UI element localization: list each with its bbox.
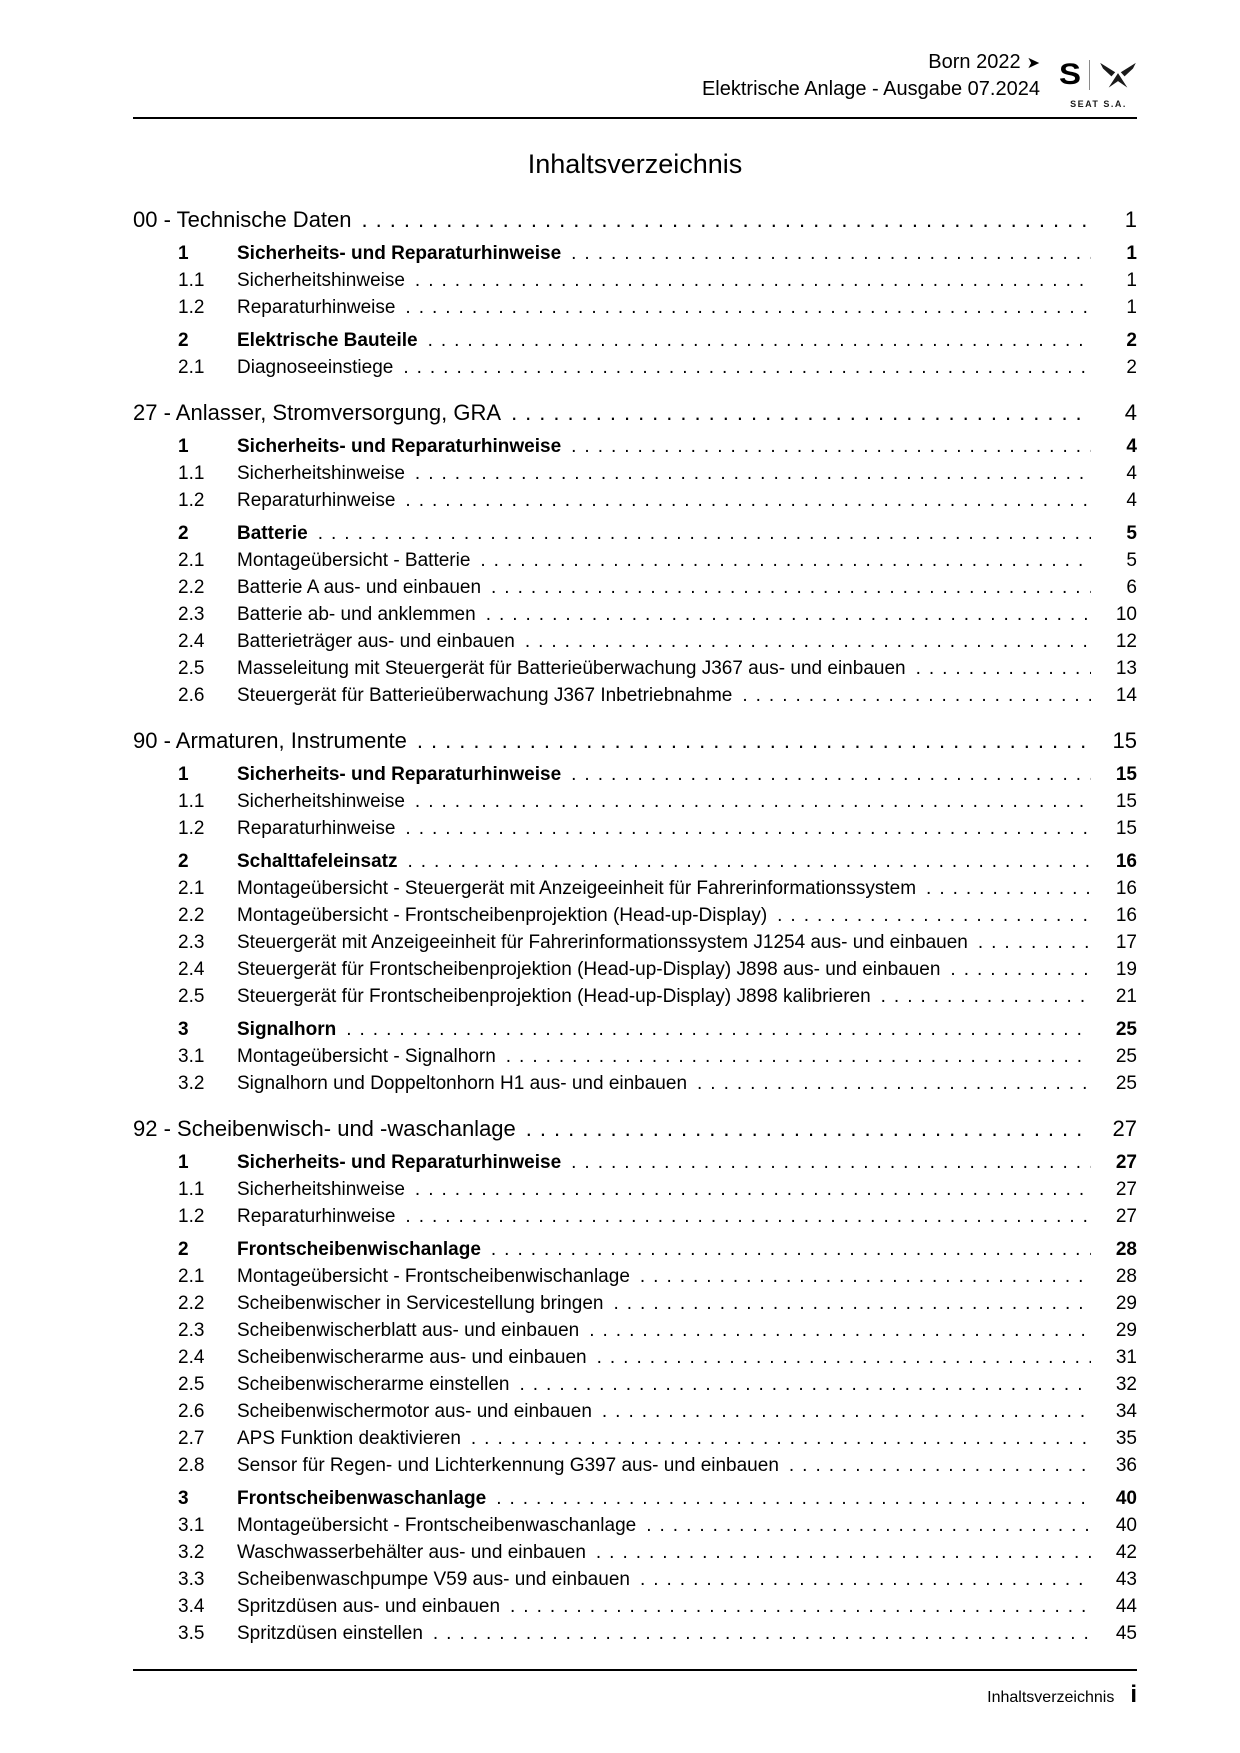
toc-item-row[interactable] bbox=[133, 487, 1137, 514]
brand-block bbox=[1060, 58, 1137, 109]
page-title: Inhaltsverzeichnis bbox=[527, 149, 743, 179]
toc-item-row[interactable] bbox=[133, 1620, 1137, 1647]
toc-item-row[interactable] bbox=[133, 574, 1137, 601]
item-page-number: 19 bbox=[1115, 959, 1137, 980]
page-header bbox=[133, 50, 1137, 109]
item-page-number: 15 bbox=[1115, 791, 1137, 812]
footer-label: Inhaltsverzeichnis bbox=[987, 1689, 1115, 1706]
item-page-number: 36 bbox=[1115, 1455, 1137, 1476]
item-number: 2.1 bbox=[178, 357, 205, 378]
item-number: 2.2 bbox=[178, 905, 205, 926]
item-number: 3 bbox=[178, 1488, 189, 1509]
item-page-number: 1 bbox=[1126, 243, 1137, 264]
item-title: Steuergerät mit Anzeigeeinheit für Fahrerinformationssystem J1254 aus- und einbauen bbox=[237, 932, 968, 953]
item-title: Reparaturhinweise bbox=[237, 490, 396, 511]
dot-leader bbox=[742, 682, 1091, 709]
dot-leader bbox=[526, 1115, 1091, 1143]
item-title: Sicherheitshinweise bbox=[237, 791, 405, 812]
item-number: 3.5 bbox=[178, 1623, 205, 1644]
item-page-number: 29 bbox=[1115, 1320, 1137, 1341]
toc-item-row[interactable] bbox=[133, 848, 1137, 875]
dot-leader bbox=[640, 1263, 1091, 1290]
item-page-number: 10 bbox=[1115, 604, 1137, 625]
dot-leader bbox=[789, 1452, 1091, 1479]
item-page-number: 17 bbox=[1115, 932, 1137, 953]
toc-item-row[interactable] bbox=[133, 902, 1137, 929]
toc-item-row[interactable] bbox=[133, 1452, 1137, 1479]
logo-divider bbox=[1089, 60, 1090, 90]
item-number: 2.3 bbox=[178, 932, 205, 953]
toc-item-row[interactable] bbox=[133, 267, 1137, 294]
dot-leader bbox=[491, 1236, 1091, 1263]
dot-leader bbox=[405, 487, 1091, 514]
item-title: Batterie bbox=[237, 523, 308, 544]
item-title: Batterieträger aus- und einbauen bbox=[237, 631, 515, 652]
item-title: Montageübersicht - Batterie bbox=[237, 550, 471, 571]
toc-item-row[interactable] bbox=[133, 628, 1137, 655]
item-title: Steuergerät für Frontscheibenprojektion (Head-up-Display) J898 aus- und einbauen bbox=[237, 959, 941, 980]
item-number: 2.2 bbox=[178, 577, 205, 598]
item-number: 1.2 bbox=[178, 490, 205, 511]
item-page-number: 15 bbox=[1115, 764, 1137, 785]
table-of-contents bbox=[133, 206, 1137, 1647]
dot-leader bbox=[978, 929, 1091, 956]
item-number: 2.4 bbox=[178, 1347, 205, 1368]
dot-leader bbox=[646, 1512, 1091, 1539]
item-page-number: 6 bbox=[1126, 577, 1137, 598]
item-number: 2.4 bbox=[178, 959, 205, 980]
dot-leader bbox=[362, 206, 1091, 234]
dot-leader bbox=[510, 1593, 1091, 1620]
dot-leader bbox=[511, 399, 1091, 427]
item-title: Masseleitung mit Steuergerät für Batterieüberwachung J367 aus- und einbauen bbox=[237, 658, 906, 679]
dot-leader bbox=[405, 294, 1091, 321]
item-page-number: 29 bbox=[1115, 1293, 1137, 1314]
chapter-label: 00 - Technische Daten bbox=[133, 207, 352, 232]
item-page-number: 5 bbox=[1126, 523, 1137, 544]
dot-leader bbox=[597, 1344, 1091, 1371]
item-number: 2.2 bbox=[178, 1293, 205, 1314]
item-page-number: 2 bbox=[1126, 330, 1137, 351]
header-model-line bbox=[702, 50, 1040, 76]
dot-leader bbox=[405, 815, 1091, 842]
chapter-page-number: 1 bbox=[1124, 207, 1137, 232]
item-page-number: 25 bbox=[1115, 1046, 1137, 1067]
toc-item-row[interactable] bbox=[133, 1263, 1137, 1290]
item-number: 1 bbox=[178, 764, 189, 785]
item-title: Reparaturhinweise bbox=[237, 1206, 396, 1227]
seat-logo: S bbox=[1058, 58, 1082, 91]
brand-caption: SEAT S.A. bbox=[1070, 99, 1127, 109]
toc-item-row[interactable] bbox=[133, 1485, 1137, 1512]
item-number: 2.3 bbox=[178, 1320, 205, 1341]
chapter-label: 92 - Scheibenwisch- und -waschanlage bbox=[133, 1116, 516, 1141]
item-title: Schalttafeleinsatz bbox=[237, 851, 398, 872]
item-title: Reparaturhinweise bbox=[237, 297, 396, 318]
dot-leader bbox=[405, 1203, 1091, 1230]
toc-chapter-row[interactable] bbox=[133, 399, 1137, 427]
toc-item-row[interactable] bbox=[133, 1398, 1137, 1425]
dot-leader bbox=[589, 1317, 1091, 1344]
toc-item-row[interactable] bbox=[133, 1290, 1137, 1317]
item-page-number: 4 bbox=[1126, 436, 1137, 457]
dot-leader bbox=[777, 902, 1091, 929]
toc-item-row[interactable] bbox=[133, 788, 1137, 815]
dot-leader bbox=[486, 601, 1091, 628]
item-title: Sicherheitshinweise bbox=[237, 270, 405, 291]
header-rule bbox=[133, 117, 1137, 119]
footer-page-number: i bbox=[1130, 1681, 1137, 1708]
item-number: 2.3 bbox=[178, 604, 205, 625]
item-title: Sicherheits- und Reparaturhinweise bbox=[237, 243, 562, 264]
item-number: 3.4 bbox=[178, 1596, 205, 1617]
dot-leader bbox=[640, 1566, 1091, 1593]
item-page-number: 43 bbox=[1115, 1569, 1137, 1590]
toc-item-row[interactable] bbox=[133, 1070, 1137, 1097]
item-number: 3.2 bbox=[178, 1073, 205, 1094]
item-number: 2 bbox=[178, 330, 189, 351]
header-model: Born 2022 bbox=[928, 51, 1021, 73]
toc-item-row[interactable] bbox=[133, 1344, 1137, 1371]
dot-leader bbox=[506, 1043, 1091, 1070]
item-page-number: 34 bbox=[1115, 1401, 1137, 1422]
item-title: Montageübersicht - Frontscheibenwaschanlage bbox=[237, 1515, 637, 1536]
toc-item-row[interactable] bbox=[133, 1043, 1137, 1070]
toc-chapter-row[interactable] bbox=[133, 206, 1137, 234]
toc-item-row[interactable] bbox=[133, 929, 1137, 956]
item-page-number: 27 bbox=[1115, 1206, 1137, 1227]
item-title: Spritzdüsen aus- und einbauen bbox=[237, 1596, 501, 1617]
item-number: 2.5 bbox=[178, 658, 205, 679]
item-title: Sicherheitshinweise bbox=[237, 1179, 405, 1200]
item-number: 2.1 bbox=[178, 550, 205, 571]
toc-item-row[interactable] bbox=[133, 1176, 1137, 1203]
item-page-number: 28 bbox=[1115, 1239, 1137, 1260]
item-page-number: 44 bbox=[1115, 1596, 1137, 1617]
toc-item-row[interactable] bbox=[133, 433, 1137, 460]
toc-item-row[interactable] bbox=[133, 655, 1137, 682]
header-text bbox=[702, 50, 1040, 102]
item-title: Scheibenwischerarme aus- und einbauen bbox=[237, 1347, 587, 1368]
item-number: 2 bbox=[178, 851, 189, 872]
dot-leader bbox=[697, 1070, 1091, 1097]
item-number: 3.3 bbox=[178, 1569, 205, 1590]
toc-item-row[interactable] bbox=[133, 240, 1137, 267]
item-number: 2.4 bbox=[178, 631, 205, 652]
toc-item-row[interactable] bbox=[133, 815, 1137, 842]
toc-item-row[interactable] bbox=[133, 460, 1137, 487]
toc-item-row[interactable] bbox=[133, 294, 1137, 321]
chapter-label: 27 - Anlasser, Stromversorgung, GRA bbox=[133, 400, 502, 425]
item-number: 3.1 bbox=[178, 1515, 205, 1536]
item-page-number: 4 bbox=[1126, 463, 1137, 484]
dot-leader bbox=[428, 327, 1091, 354]
item-page-number: 25 bbox=[1115, 1019, 1137, 1040]
toc-item-row[interactable] bbox=[133, 1317, 1137, 1344]
item-number: 1 bbox=[178, 243, 189, 264]
toc-item-row[interactable] bbox=[133, 1425, 1137, 1452]
item-title: Spritzdüsen einstellen bbox=[237, 1623, 423, 1644]
item-page-number: 12 bbox=[1115, 631, 1137, 652]
dot-leader bbox=[496, 1485, 1091, 1512]
item-number: 1.2 bbox=[178, 818, 205, 839]
dot-leader bbox=[471, 1425, 1091, 1452]
toc-item-row[interactable] bbox=[133, 1566, 1137, 1593]
toc-item-row[interactable] bbox=[133, 327, 1137, 354]
item-number: 1.2 bbox=[178, 1206, 205, 1227]
item-page-number: 35 bbox=[1115, 1428, 1137, 1449]
dot-leader bbox=[571, 433, 1091, 460]
item-page-number: 16 bbox=[1115, 905, 1137, 926]
item-title: Waschwasserbehälter aus- und einbauen bbox=[237, 1542, 586, 1563]
item-title: Montageübersicht - Steuergerät mit Anzeigeeinheit für Fahrerinformationssystem bbox=[237, 878, 917, 899]
dot-leader bbox=[602, 1398, 1091, 1425]
item-title: Scheibenwischerblatt aus- und einbauen bbox=[237, 1320, 580, 1341]
item-number: 1.2 bbox=[178, 297, 205, 318]
item-title: Scheibenwischer in Servicestellung bringen bbox=[237, 1293, 604, 1314]
page-footer bbox=[133, 1671, 1137, 1709]
item-number: 2.1 bbox=[178, 878, 205, 899]
dot-leader bbox=[408, 848, 1092, 875]
item-number: 1.1 bbox=[178, 463, 205, 484]
dot-leader bbox=[346, 1016, 1091, 1043]
item-title: Scheibenwischermotor aus- und einbauen bbox=[237, 1401, 592, 1422]
dot-leader bbox=[417, 727, 1091, 755]
item-number: 1.1 bbox=[178, 791, 205, 812]
item-page-number: 5 bbox=[1126, 550, 1137, 571]
dot-leader bbox=[433, 1620, 1091, 1647]
dot-leader bbox=[415, 1176, 1091, 1203]
item-number: 2.5 bbox=[178, 1374, 205, 1395]
dot-leader bbox=[491, 574, 1091, 601]
toc-item-row[interactable] bbox=[133, 520, 1137, 547]
item-page-number: 27 bbox=[1115, 1152, 1137, 1173]
item-number: 2 bbox=[178, 1239, 189, 1260]
dot-leader bbox=[415, 460, 1091, 487]
item-title: Sicherheits- und Reparaturhinweise bbox=[237, 1152, 562, 1173]
item-page-number: 15 bbox=[1115, 818, 1137, 839]
item-number: 2.5 bbox=[178, 986, 205, 1007]
item-page-number: 27 bbox=[1115, 1179, 1137, 1200]
toc-item-row[interactable] bbox=[133, 761, 1137, 788]
item-title: Steuergerät für Frontscheibenprojektion (Head-up-Display) J898 kalibrieren bbox=[237, 986, 871, 1007]
item-number: 3.2 bbox=[178, 1542, 205, 1563]
chapter-page-number: 4 bbox=[1124, 400, 1137, 425]
toc-item-row[interactable] bbox=[133, 1512, 1137, 1539]
toc-item-row[interactable] bbox=[133, 956, 1137, 983]
item-page-number: 21 bbox=[1115, 986, 1137, 1007]
item-title: Sensor für Regen- und Lichterkennung G397 aus- und einbauen bbox=[237, 1455, 779, 1476]
dot-leader bbox=[519, 1371, 1091, 1398]
item-page-number: 28 bbox=[1115, 1266, 1137, 1287]
item-page-number: 40 bbox=[1115, 1515, 1137, 1536]
item-title: Sicherheits- und Reparaturhinweise bbox=[237, 764, 562, 785]
item-number: 3.1 bbox=[178, 1046, 205, 1067]
dot-leader bbox=[881, 983, 1091, 1010]
item-number: 1 bbox=[178, 436, 189, 457]
item-title: Montageübersicht - Signalhorn bbox=[237, 1046, 496, 1067]
chapter-page-number: 15 bbox=[1112, 728, 1137, 753]
item-title: Scheibenwaschpumpe V59 aus- und einbauen bbox=[237, 1569, 630, 1590]
item-page-number: 45 bbox=[1115, 1623, 1137, 1644]
brand-logos bbox=[1060, 58, 1137, 92]
item-number: 2.6 bbox=[178, 685, 205, 706]
toc-item-row[interactable] bbox=[133, 1539, 1137, 1566]
item-number: 2.8 bbox=[178, 1455, 205, 1476]
item-page-number: 40 bbox=[1115, 1488, 1137, 1509]
dot-leader bbox=[571, 240, 1091, 267]
toc-chapter-row[interactable] bbox=[133, 727, 1137, 755]
item-title: Batterie A aus- und einbauen bbox=[237, 577, 482, 598]
item-page-number: 25 bbox=[1115, 1073, 1137, 1094]
chapter-page-number: 27 bbox=[1112, 1116, 1137, 1141]
item-title: Frontscheibenwischanlage bbox=[237, 1239, 481, 1260]
dot-leader bbox=[916, 655, 1091, 682]
item-title: Frontscheibenwaschanlage bbox=[237, 1488, 487, 1509]
item-title: Elektrische Bauteile bbox=[237, 330, 418, 351]
item-number: 1.1 bbox=[178, 270, 205, 291]
item-title: Sicherheits- und Reparaturhinweise bbox=[237, 436, 562, 457]
dot-leader bbox=[596, 1539, 1091, 1566]
dot-leader bbox=[613, 1290, 1091, 1317]
item-page-number: 2 bbox=[1126, 357, 1137, 378]
toc-item-row[interactable] bbox=[133, 601, 1137, 628]
item-page-number: 42 bbox=[1115, 1542, 1137, 1563]
dot-leader bbox=[318, 520, 1091, 547]
toc-item-row[interactable] bbox=[133, 983, 1137, 1010]
cupra-logo bbox=[1099, 60, 1137, 90]
item-title: Montageübersicht - Frontscheibenprojektion (Head-up-Display) bbox=[237, 905, 768, 926]
item-number: 2.6 bbox=[178, 1401, 205, 1422]
toc-item-row[interactable] bbox=[133, 354, 1137, 381]
item-number: 2 bbox=[178, 523, 189, 544]
item-title: Scheibenwischerarme einstellen bbox=[237, 1374, 510, 1395]
item-page-number: 16 bbox=[1115, 878, 1137, 899]
toc-item-row[interactable] bbox=[133, 1236, 1137, 1263]
item-number: 1 bbox=[178, 1152, 189, 1173]
dot-leader bbox=[571, 1149, 1091, 1176]
dot-leader bbox=[950, 956, 1091, 983]
item-number: 3 bbox=[178, 1019, 189, 1040]
item-number: 1.1 bbox=[178, 1179, 205, 1200]
forward-arrow-icon: ➤ bbox=[1026, 55, 1040, 72]
dot-leader bbox=[926, 875, 1091, 902]
header-subtitle: Elektrische Anlage - Ausgabe 07.2024 bbox=[701, 78, 1040, 100]
item-page-number: 13 bbox=[1115, 658, 1137, 679]
item-page-number: 4 bbox=[1126, 490, 1137, 511]
item-title: Signalhorn und Doppeltonhorn H1 aus- und einbauen bbox=[237, 1073, 688, 1094]
toc-item-row[interactable] bbox=[133, 1149, 1137, 1176]
dot-leader bbox=[415, 267, 1091, 294]
chapter-label: 90 - Armaturen, Instrumente bbox=[133, 728, 407, 753]
dot-leader bbox=[571, 761, 1091, 788]
item-title: Signalhorn bbox=[237, 1019, 337, 1040]
item-page-number: 14 bbox=[1115, 685, 1137, 706]
toc-item-row[interactable] bbox=[133, 682, 1137, 709]
toc-item-row[interactable] bbox=[133, 1203, 1137, 1230]
item-title: Reparaturhinweise bbox=[237, 818, 396, 839]
dot-leader bbox=[415, 788, 1091, 815]
dot-leader bbox=[403, 354, 1091, 381]
item-number: 2.1 bbox=[178, 1266, 205, 1287]
toc-item-row[interactable] bbox=[133, 547, 1137, 574]
toc-item-row[interactable] bbox=[133, 1371, 1137, 1398]
item-page-number: 16 bbox=[1115, 851, 1137, 872]
item-title: Montageübersicht - Frontscheibenwischanlage bbox=[237, 1266, 630, 1287]
toc-chapter-row[interactable] bbox=[133, 1115, 1137, 1143]
item-title: Sicherheitshinweise bbox=[237, 463, 405, 484]
item-page-number: 1 bbox=[1126, 270, 1137, 291]
item-page-number: 31 bbox=[1115, 1347, 1137, 1368]
item-page-number: 32 bbox=[1115, 1374, 1137, 1395]
item-title: Batterie ab- und anklemmen bbox=[237, 604, 476, 625]
item-title: Diagnoseeinstiege bbox=[237, 357, 394, 378]
item-number: 2.7 bbox=[178, 1428, 205, 1449]
dot-leader bbox=[525, 628, 1091, 655]
dot-leader bbox=[480, 547, 1091, 574]
item-title: Steuergerät für Batterieüberwachung J367 Inbetriebnahme bbox=[237, 685, 733, 706]
toc-item-row[interactable] bbox=[133, 1593, 1137, 1620]
toc-item-row[interactable] bbox=[133, 875, 1137, 902]
item-title: APS Funktion deaktivieren bbox=[237, 1428, 461, 1449]
item-page-number: 1 bbox=[1126, 297, 1137, 318]
toc-item-row[interactable] bbox=[133, 1016, 1137, 1043]
